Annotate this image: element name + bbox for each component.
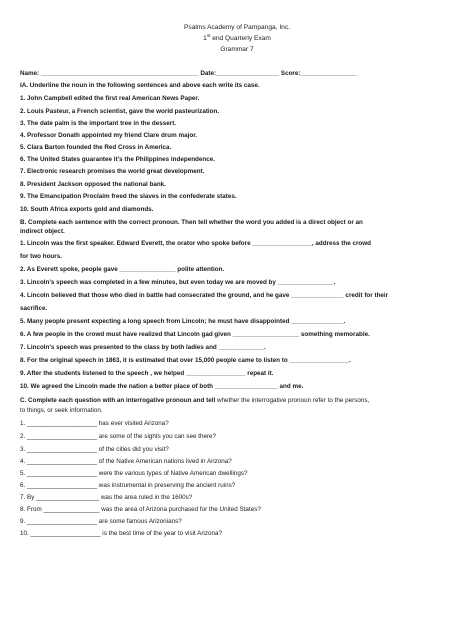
exam-title: [0, 32, 474, 42]
section-c-item: 10. ____________________ is the best time of the year to visit Arizona?: [20, 530, 222, 537]
section-c-heading-normal: whether the interrogative pronoun refer to the persons,: [216, 397, 370, 404]
exam-number-suffix: st: [206, 32, 211, 38]
section-a-item: 4. Professor Donath appointed my friend Clare drum major.: [20, 132, 198, 139]
section-b-heading: B. Complete each sentence with the correct pronoun. Then tell whether the word you added is a direct object or an: [20, 219, 363, 226]
section-b-line: 4. Lincoln believed that those who died in battle had consecrated the ground, and he gave _______________ credit for their: [20, 292, 389, 299]
section-b-line: 10. We agreed the Lincoln made the nation a better place of both __________________ and me.: [20, 383, 304, 390]
section-c-heading-cont: to things, or seek information.: [20, 407, 103, 414]
section-c-item: 6. ____________________ was instrumental in preserving the ancient ruins?: [20, 482, 236, 489]
section-b-line: 1. Lincoln was the first speaker. Edward Everett, the orator who spoke before _________________, address the crowd: [20, 240, 372, 247]
exam-title-rest: end Quarterly Exam: [210, 35, 271, 42]
section-b-line: for two hours.: [20, 253, 62, 260]
section-c-item: 9. ____________________ are some famous Arizonians?: [20, 518, 182, 525]
section-b-line: 6. A few people in the crowd must have realized that Lincoln gad given ___________________ something memorable.: [20, 331, 370, 338]
section-b-line: sacrifice.: [20, 305, 48, 312]
section-a-item: 8. President Jackson opposed the national bank.: [20, 181, 166, 188]
section-c-heading-bold: C. Complete each question with an interrogative pronoun and tell: [20, 397, 217, 404]
section-c-heading: [20, 397, 369, 405]
subject-title: Grammar 7: [220, 46, 254, 53]
section-c-item: 7. By __________________ was the area ruled in the 1600s?: [20, 494, 193, 501]
section-a-item: 7. Electronic research promises the world great development.: [20, 168, 205, 175]
section-b-heading-cont: indirect object.: [20, 228, 65, 235]
school-name: Psalms Academy of Pampanga, Inc.: [184, 24, 290, 31]
section-a-item: 1. John Campbell edited the first real American News Paper.: [20, 95, 200, 102]
name-date-score-line: Name: _____________________________________________ Date:__________________ Score:________________: [20, 70, 357, 77]
section-c-item: 4. ____________________ of the Native American nations lived in Arizona?: [20, 458, 232, 465]
section-a-item: 5. Clara Barton founded the Red Cross in America.: [20, 144, 172, 151]
section-c-item: 5. ____________________ were the various types of Native American dwellings?: [20, 470, 248, 477]
section-a-item: 2. Louis Pasteur, a French scientist, gave the world pasteurization.: [20, 108, 220, 115]
section-b-line: 5. Many people present expecting a long speech from Lincoln; he must have disappointed _______________.: [20, 318, 346, 325]
section-b-line: 8. For the original speech in 1863, it is estimated that over 15,000 people came to listen to _________________.: [20, 357, 351, 364]
section-a-item: 9. The Emancipation Proclaim freed the slaves in the confederate states.: [20, 193, 237, 200]
section-c-item: 2. ____________________ are some of the sights you can see there?: [20, 433, 217, 440]
section-b-line: 7. Lincoln's speech was presented to the class by both ladies and _____________.: [20, 344, 266, 351]
section-a-item: 6. The United States guarantee it's the Philippines independence.: [20, 156, 215, 163]
section-a-item: 3. The date palm is the important tree in the dessert.: [20, 120, 177, 127]
section-b-line: 9. After the students listened to the speech , we helped _________________ repeat it.: [20, 370, 274, 377]
section-c-item: 1. ____________________ has ever visited Arizona?: [20, 420, 169, 427]
exam-number: 1: [203, 35, 207, 42]
section-a-item: 10. South Africa exports gold and diamonds.: [20, 206, 154, 213]
section-c-item: 8. From ________________ was the area of Arizona purchased for the United States?: [20, 506, 261, 513]
section-b-line: 2. As Everett spoke, people gave ________________ polite attention.: [20, 266, 225, 273]
section-a-heading: IA. Underline the noun in the following sentences and above each write its case.: [20, 82, 260, 89]
section-b-line: 3. Lincoln's speech was completed in a few minutes, but even today we are moved by ________________.: [20, 279, 336, 286]
section-c-item: 3. ____________________ of the cities did you visit?: [20, 446, 169, 453]
